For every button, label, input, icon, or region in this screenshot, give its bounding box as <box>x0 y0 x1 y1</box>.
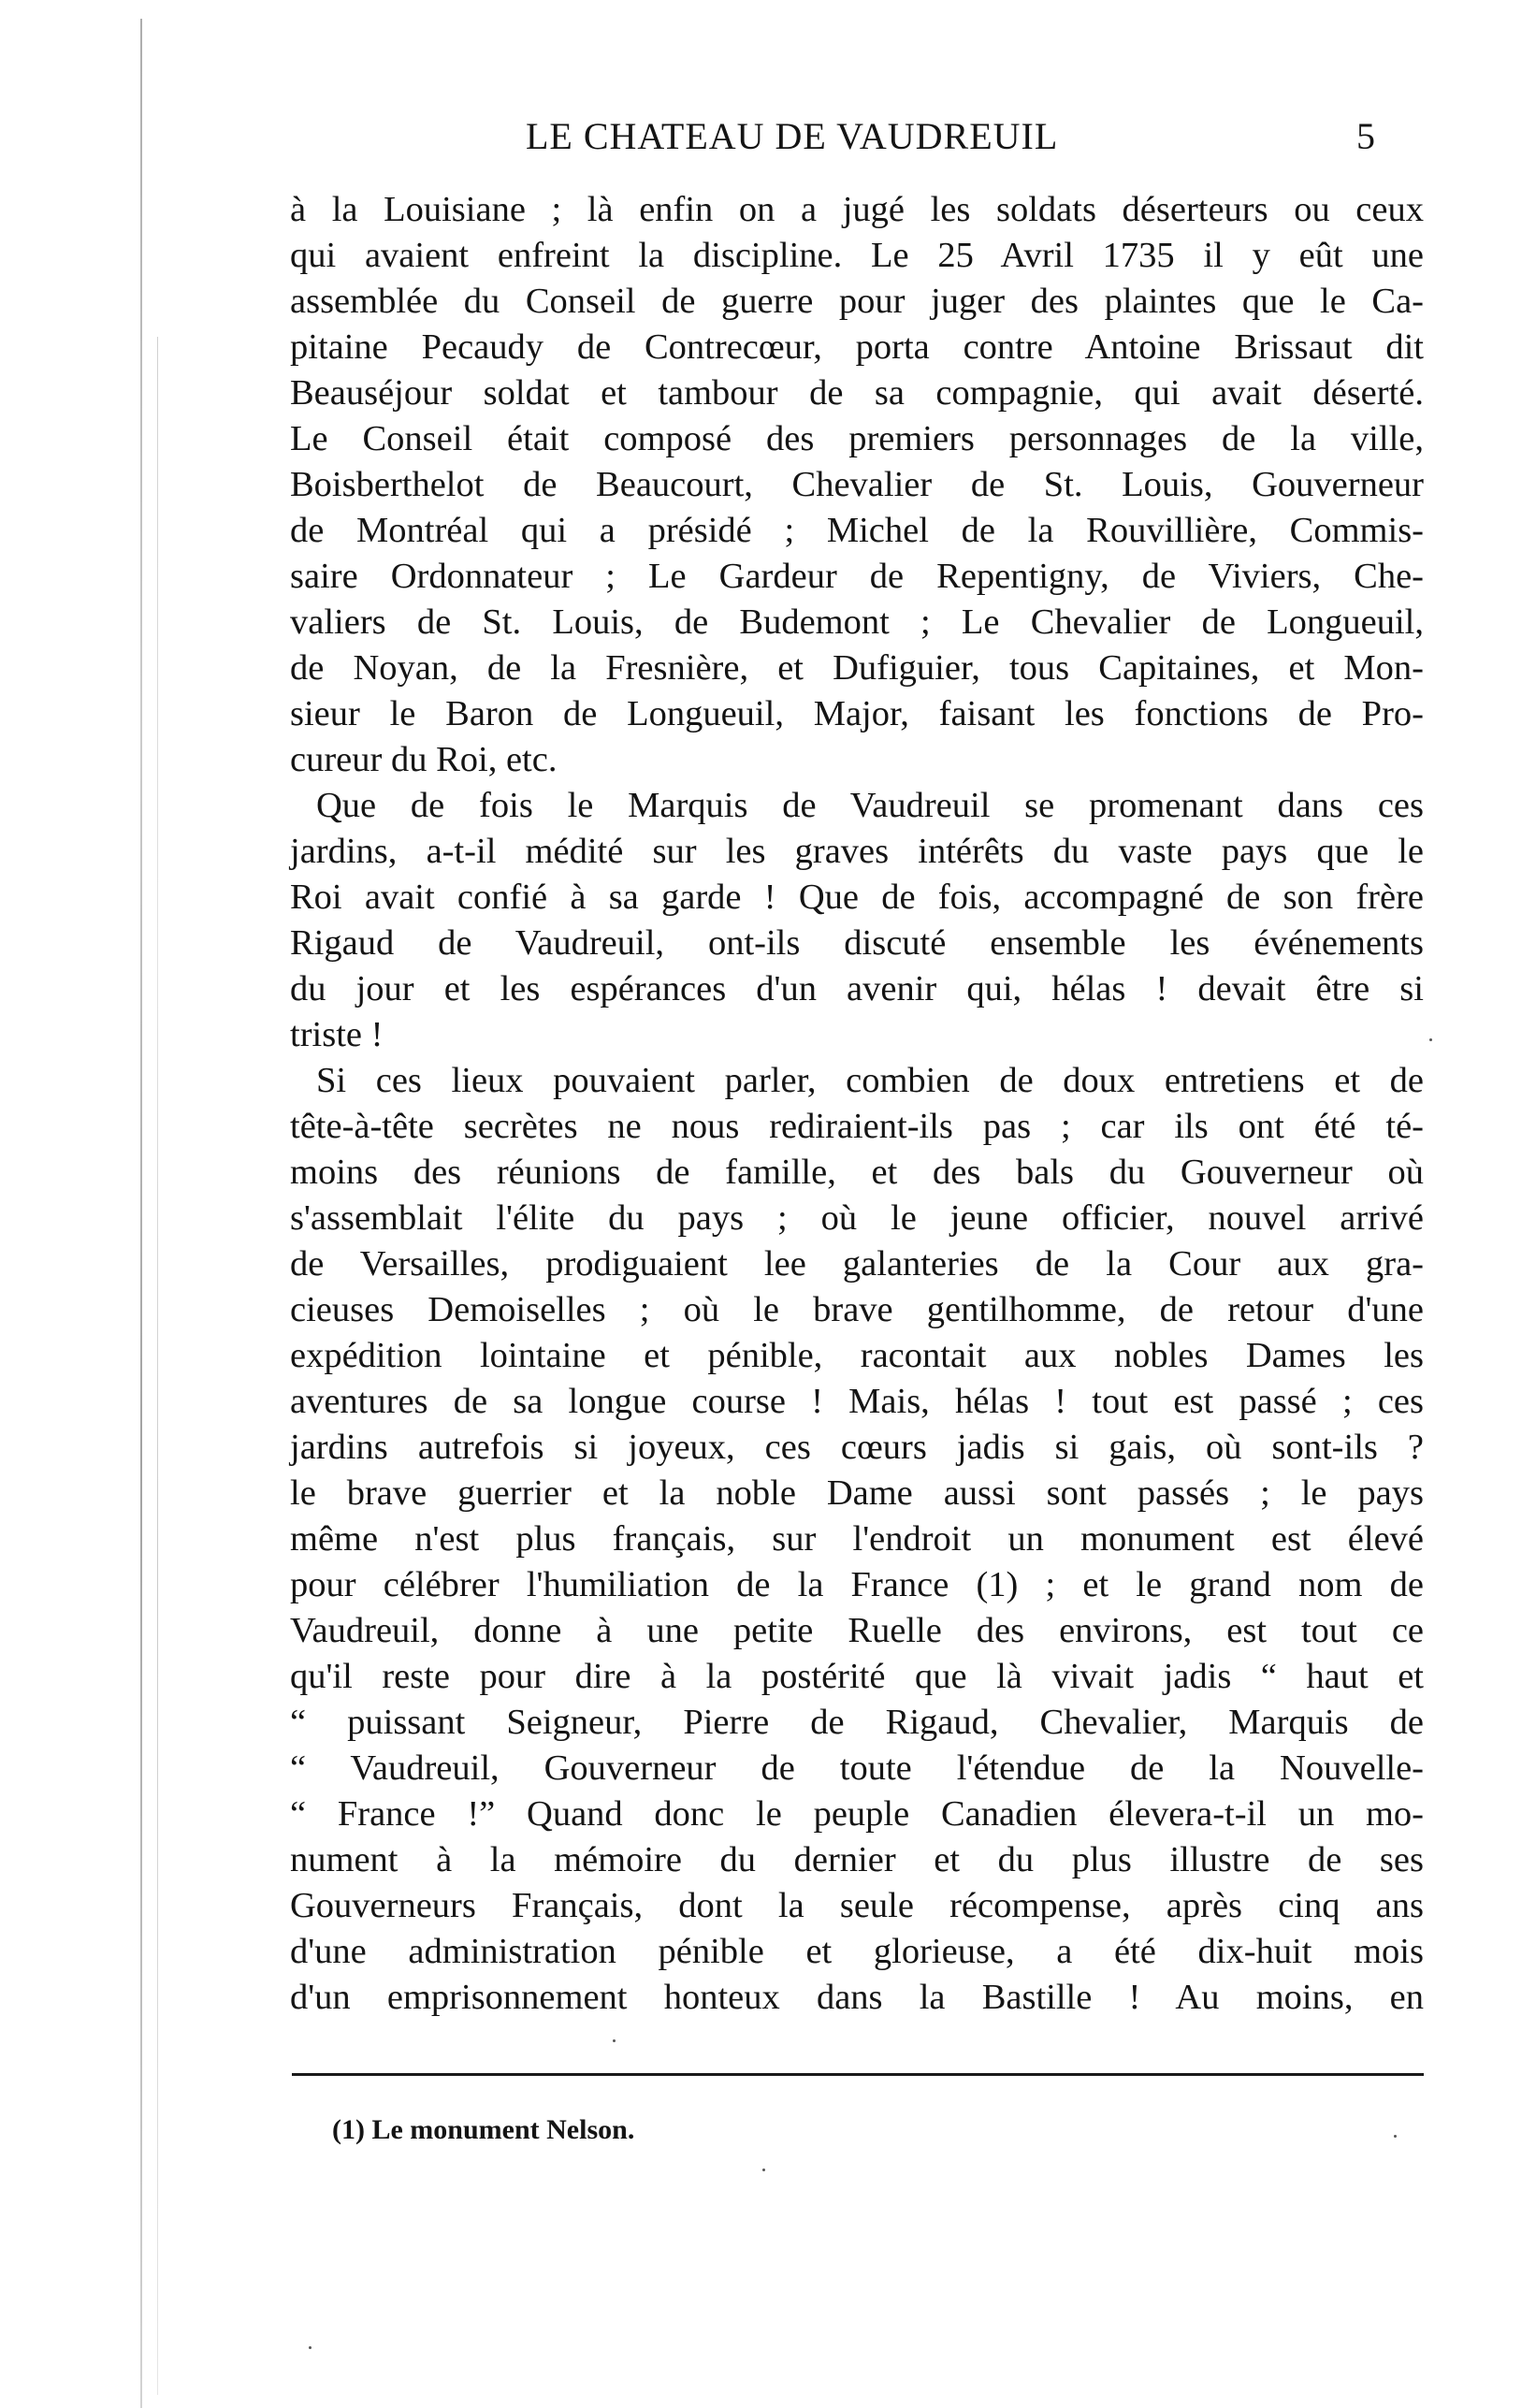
scan-speck <box>1429 1038 1432 1041</box>
text-line: cureur du Roi, etc. <box>290 740 558 779</box>
text-line: triste ! <box>290 1015 384 1054</box>
text-line: du jour et les espérances d'un avenir qui, hélas ! devait être si <box>290 969 1424 1008</box>
text-line: valiers de St. Louis, de Budemont ; Le Chevalier de Longueuil, <box>290 602 1424 642</box>
text-line: Beauséjour soldat et tambour de sa compagnie, qui avait déserté. <box>290 373 1424 413</box>
text-line: cieuses Demoiselles ; où le brave gentilhomme, de retour d'une <box>290 1290 1424 1329</box>
text-line: nument à la mémoire du dernier et du plus illustre de ses <box>290 1840 1424 1879</box>
text-line: Vaudreuil, donne à une petite Ruelle des environs, est tout ce <box>290 1611 1424 1650</box>
text-line: jardins, a-t-il médité sur les graves intérêts du vaste pays que le <box>290 832 1424 871</box>
text-line: Le Conseil était composé des premiers personnages de la ville, <box>290 419 1424 458</box>
text-line: de Montréal qui a présidé ; Michel de la Rouvillière, Commis- <box>290 511 1424 550</box>
running-head: LE CHATEAU DE VAUDREUIL <box>526 115 1059 157</box>
text-line: le brave guerrier et la noble Dame aussi sont passés ; le pays <box>290 1473 1424 1513</box>
text-line: pitaine Pecaudy de Contrecœur, porta contre Antoine Brissaut dit <box>290 327 1424 367</box>
text-line: “ France !” Quand donc le peuple Canadien élevera-t-il un mo- <box>290 1794 1424 1834</box>
text-line: aventures de sa longue course ! Mais, hélas ! tout est passé ; ces <box>290 1382 1424 1421</box>
text-line: pour célébrer l'humiliation de la France (1) ; et le grand nom de <box>290 1565 1424 1604</box>
scan-speck <box>309 2346 312 2349</box>
text-line: Boisberthelot de Beaucourt, Chevalier de St. Louis, Gouverneur <box>290 465 1424 504</box>
text-line: s'assemblait l'élite du pays ; où le jeune officier, nouvel arrivé <box>290 1198 1424 1238</box>
page-number: 5 <box>1356 115 1375 157</box>
footnote-rule <box>292 2073 1424 2076</box>
footnote: (1) Le monument Nelson. <box>332 2114 635 2145</box>
paragraph-start-line: Que de fois le Marquis de Vaudreuil se promenant dans ces <box>316 786 1424 825</box>
text-line: de Versailles, prodiguaient lee galanteries de la Cour aux gra- <box>290 1244 1424 1284</box>
text-line: Gouverneurs Français, dont la seule récompense, après cinq ans <box>290 1886 1424 1925</box>
text-line: Roi avait confié à sa garde ! Que de fois, accompagné de son frère <box>290 878 1424 917</box>
binding-gutter-shadow <box>157 337 158 2395</box>
text-line: “ puissant Seigneur, Pierre de Rigaud, Chevalier, Marquis de <box>290 1703 1424 1742</box>
text-line: sieur le Baron de Longueuil, Major, faisant les fonctions de Pro- <box>290 694 1424 733</box>
page-header <box>290 114 1394 163</box>
text-line: jardins autrefois si joyeux, ces cœurs jadis si gais, où sont-ils ? <box>290 1428 1424 1467</box>
text-line: assemblée du Conseil de guerre pour juger des plaintes que le Ca- <box>290 282 1424 321</box>
text-line: tête-à-tête secrètes ne nous rediraient-ils pas ; car ils ont été té- <box>290 1107 1424 1146</box>
binding-gutter-line <box>140 19 142 2408</box>
text-line: “ Vaudreuil, Gouverneur de toute l'étendue de la Nouvelle- <box>290 1748 1424 1788</box>
text-line: d'une administration pénible et glorieuse, a été dix-huit mois <box>290 1932 1424 1971</box>
scan-speck <box>762 2169 765 2171</box>
body-text <box>290 187 1424 2021</box>
text-line: d'un emprisonnement honteux dans la Bastille ! Au moins, en <box>290 1978 1424 2017</box>
text-line: qui avaient enfreint la discipline. Le 25 Avril 1735 il y eût une <box>290 236 1424 275</box>
text-line: qu'il reste pour dire à la postérité que là vivait jadis “ haut et <box>290 1657 1424 1696</box>
text-line: de Noyan, de la Fresnière, et Dufiguier, tous Capitaines, et Mon- <box>290 648 1424 688</box>
text-line: Rigaud de Vaudreuil, ont-ils discuté ensemble les événements <box>290 923 1424 963</box>
scan-speck <box>613 2039 616 2042</box>
text-line: moins des réunions de famille, et des bals du Gouverneur où <box>290 1153 1424 1192</box>
text-line: à la Louisiane ; là enfin on a jugé les soldats déserteurs ou ceux <box>290 190 1424 229</box>
text-line: saire Ordonnateur ; Le Gardeur de Repentigny, de Viviers, Che- <box>290 557 1424 596</box>
paragraph-start-line: Si ces lieux pouvaient parler, combien de doux entretiens et de <box>316 1061 1424 1100</box>
text-line: même n'est plus français, sur l'endroit un monument est élevé <box>290 1519 1424 1559</box>
scan-speck <box>1394 2135 1397 2138</box>
text-line: expédition lointaine et pénible, racontait aux nobles Dames les <box>290 1336 1424 1375</box>
